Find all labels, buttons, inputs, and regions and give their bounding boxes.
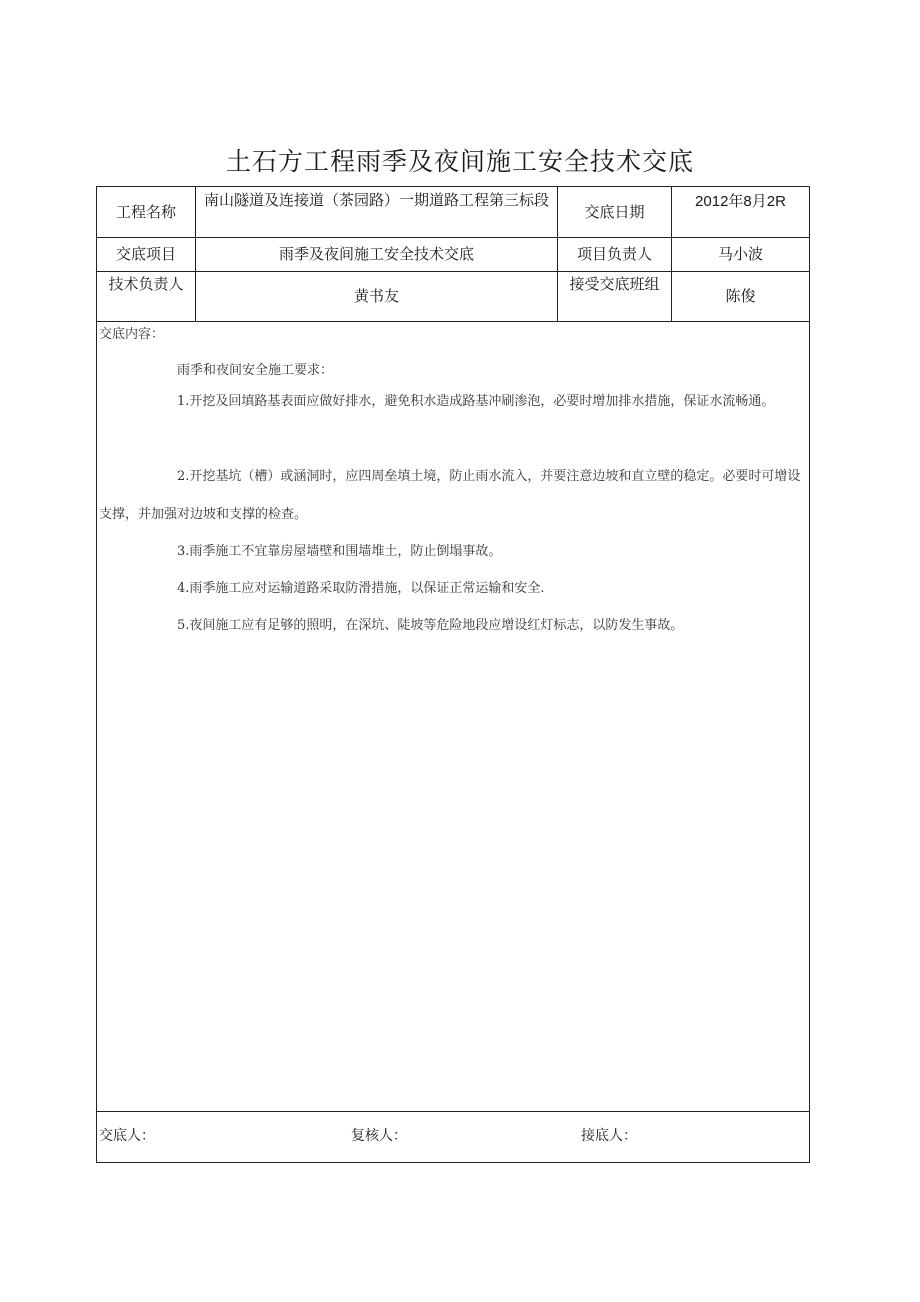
- date-label: 交底日期: [558, 187, 672, 238]
- presenter-label: 交底人：: [99, 1128, 155, 1144]
- row-content: [97, 322, 810, 1112]
- content-item-3: 3.雨季施工不宜靠房屋墙壁和围墙堆土，防止倒塌事故。: [177, 544, 502, 559]
- team-label: 接受交底班组: [558, 272, 672, 322]
- project-name-value: 南山隧道及连接道（茶园路）一期道路工程第三标段: [196, 187, 558, 238]
- content-item-4: 4.雨季施工应对运输道路采取防滑措施，以保证正常运输和安全.: [177, 581, 545, 596]
- item-value: 雨季及夜间施工安全技术交底: [196, 238, 558, 272]
- handover-form-table: [96, 186, 810, 1163]
- row-project-name: [97, 187, 810, 238]
- tech-lead-value: 黄书友: [196, 272, 558, 322]
- tech-lead-label: 技术负责人: [97, 272, 196, 322]
- content-item-5: 5.夜间施工应有足够的照明，在深坑、陡坡等危险地段应增设红灯标志，以防发生事故。: [177, 618, 684, 633]
- project-lead-label: 项目负责人: [558, 238, 672, 272]
- signature-cell: [97, 1112, 810, 1163]
- row-tech-lead: [97, 272, 810, 322]
- reviewer-label: 复核人：: [351, 1128, 407, 1144]
- project-lead-value: 马小波: [672, 238, 810, 272]
- date-value: 2012年8月2R: [672, 187, 810, 238]
- requirements-heading: 雨季和夜间安全施工要求：: [177, 363, 334, 378]
- item-label: 交底项目: [97, 238, 196, 272]
- content-item-2: 2.开挖基坑（槽）或涵洞时，应四周垒填土境，防止雨水流入，并要注意边坡和直立壁的稳定。必要时可增设支撑，并加强对边坡和支撑的检查。: [99, 469, 801, 522]
- team-value: 陈俊: [672, 272, 810, 322]
- row-item: [97, 238, 810, 272]
- content-cell: [97, 322, 810, 1112]
- content-item-1: 1.开挖及回填路基表面应做好排水，避免积水造成路基冲刷渗泡，必要时增加排水措施，保证水流畅通。: [177, 394, 775, 409]
- document-title: 土石方工程雨季及夜间施工安全技术交底: [225, 147, 694, 176]
- receiver-label: 接底人：: [581, 1128, 637, 1144]
- row-signatures: [97, 1112, 810, 1163]
- project-name-label: 工程名称: [97, 187, 196, 238]
- content-label: 交底内容：: [99, 327, 165, 342]
